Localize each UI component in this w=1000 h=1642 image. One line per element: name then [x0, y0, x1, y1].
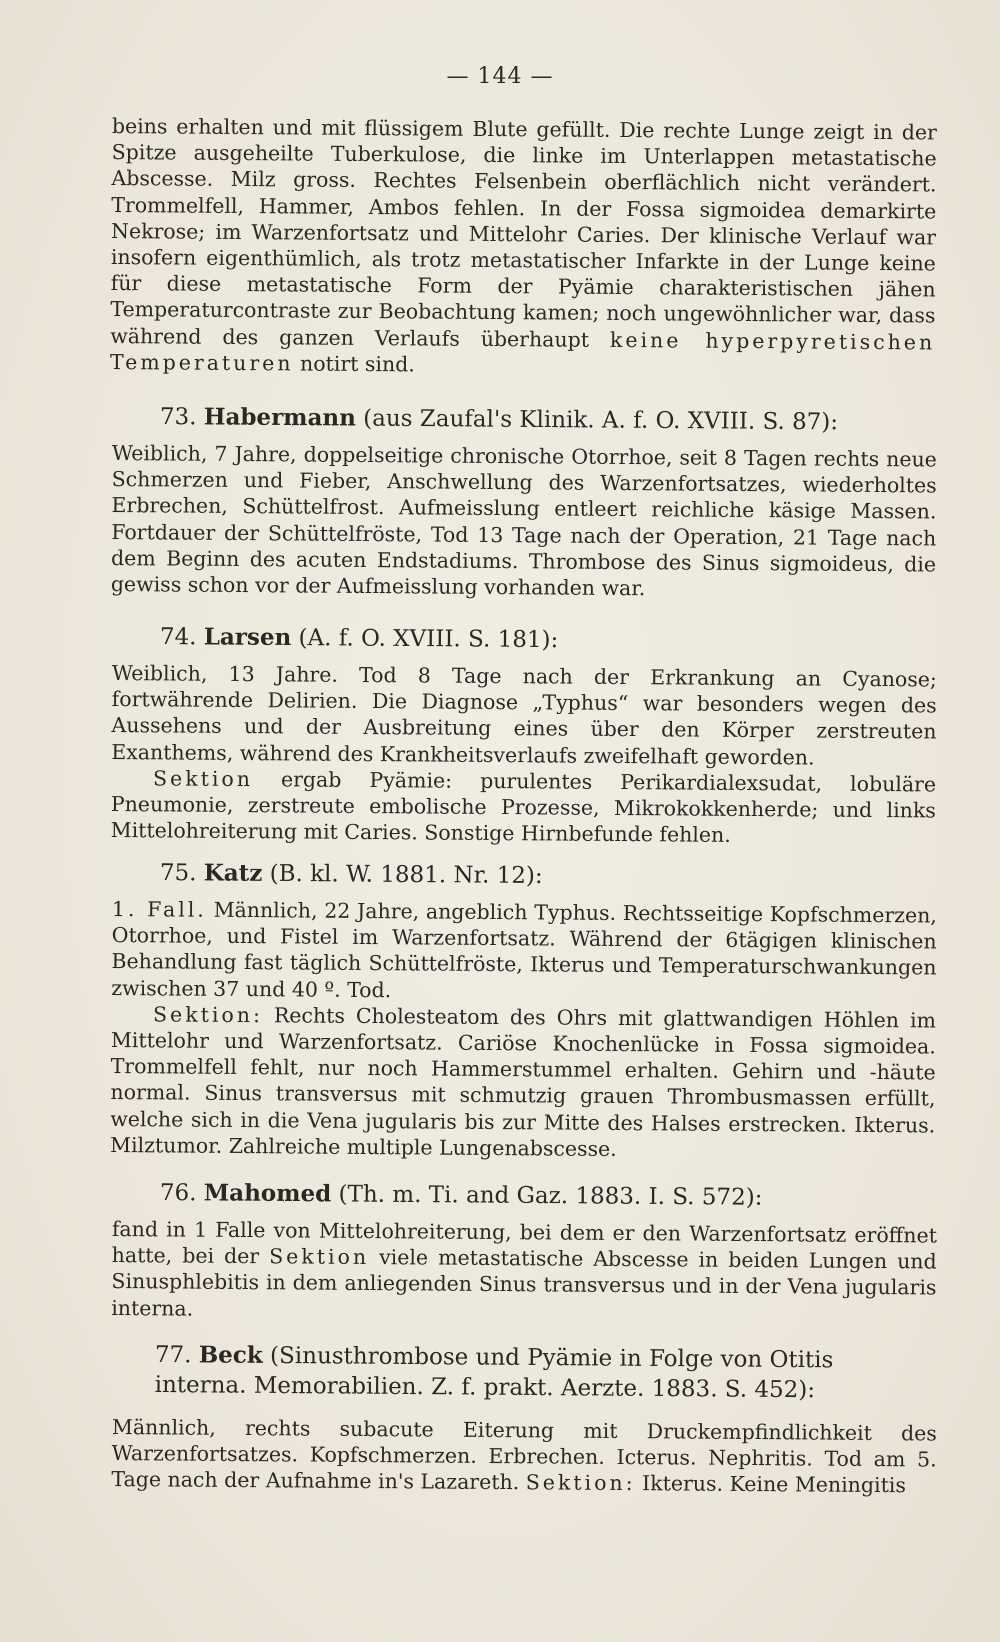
entry-75-number: 75. [159, 859, 197, 887]
entry-75-source: (B. kl. W. 1881. Nr. 12): [262, 860, 543, 890]
entry-76-sektion-label: Sektion [269, 1244, 370, 1270]
entry-74-sektion-text: ergab Pyämie: purulentes Perikardialexsudat, lobuläre Pneumonie, zerstreute embolische Prozesse, Mikrokokkenherde; und links Mittelohreiterung mit Caries. Sonstige Hirnbefunde fehlen. [110, 766, 937, 848]
entry-76-heading [160, 1178, 763, 1213]
entry-74-author: Larsen [203, 623, 292, 652]
entry-75-sektion-text: Rechts Cholesteatom des Ohrs mit glattwandigen Höhlen im Mittelohr und Warzenfortsatz. Cariöse Knochenlücke in Fossa sigmoidea. Trommelfell fehlt, nur noch Hammerstummel erhalten. Gehirn und -häute normal. Sinus transversus mit schmutzig grauen Thrombusmassen erfüllt, welche sich in die Vena jugularis bis zur Mitte des Halses erstrecken. Ikterus. Milztumor. Zahlreiche multiple Lungenabscesse. [109, 1003, 937, 1161]
entry-77-sektion-label: Sektion: [525, 1470, 636, 1496]
entry-76-text: fand in 1 Falle von Mittelohreiterung, bei dem er den Warzenfortsatz eröffnet hatte, bei der [111, 1217, 937, 1269]
page-number: — 144 — [446, 64, 554, 89]
entry-77-source: (Sinusthrombose und Pyämie in Folge von Otitis interna. Memorabilien. Z. f. prakt. Aerzte. 1883. S. 452): [154, 1342, 834, 1404]
entry-75-case-label: 1. Fall. [111, 896, 207, 922]
entry-74-sektion-label: Sektion [152, 766, 254, 791]
entry-74-paragraph-1: Weiblich, 13 Jahre. Tod 8 Tage nach der Erkrankung an Cyanose; fortwährende Delirien. Die Diagnose „Typhus“ war besonders wegen des Aussehens und der Ausbreitung eines über den Körper zerstreuten Exanthems, während des Krankheitsverlaufs zweifelhaft geworden. [111, 660, 937, 770]
entry-77-author: Beck [198, 1341, 263, 1369]
entry-75-author: Katz [203, 859, 263, 887]
entry-76-number: 76. [159, 1179, 197, 1207]
entry-73-paragraph: Weiblich, 7 Jahre, doppelseitige chronische Otorrhoe, seit 8 Tagen rechts neue Schmerzen und Fieber, Anschwellung des Warzenfortsatzes, wiederholtes Erbrechen, Schüttelfrost. Aufmeisslung entleert reichliche käsige Massen. Fortdauer der Schüttelfröste, Tod 13 Tage nach der Operation, 21 Tage nach dem Beginn des acuten Endstadiums. Thrombose des Sinus sigmoideus, die gewiss schon vor der Aufmeisslung vorhanden war. [110, 440, 937, 601]
entry-75-paragraph-2 [110, 1001, 936, 1165]
entry-73-source: (aus Zaufal's Klinik. A. f. O. XVIII. S. 87): [355, 405, 839, 436]
entry-74-source: (A. f. O. XVIII. S. 181): [291, 625, 559, 654]
entry-77-body [111, 1414, 937, 1499]
entry-76-tail: viele metastatische Abscesse in beiden Lungen und Sinusphlebitis in dem anliegenden Sinus transversus und in der Vena jugularis interna. [111, 1245, 937, 1321]
entry-74-heading [160, 622, 559, 655]
intro-emphasis: keine hyperpyretischen Temperaturen [109, 327, 936, 376]
entry-77-paragraph [111, 1414, 937, 1499]
entry-73-heading [160, 402, 838, 437]
entry-76-source: (Th. m. Ti. and Gaz. 1883. I. S. 572): [331, 1181, 763, 1211]
entry-76-paragraph [111, 1216, 937, 1327]
entry-74-number: 74. [159, 623, 197, 651]
entry-75-heading [160, 858, 543, 891]
entry-76-body [111, 1216, 937, 1327]
entry-75-paragraph-1 [111, 896, 937, 1007]
entry-77-tail: Ikterus. Keine Meningitis [635, 1471, 907, 1498]
intro-tail: notirt sind. [293, 351, 415, 377]
entry-74-paragraph-2 [111, 765, 937, 850]
intro-body: beins erhalten und mit flüssigem Blute gefüllt. Die rechte Lunge zeigt in der Spitze ausgeheilte Tuberkulose, die linke im Unterlappen metastatische Abscesse. Milz gross. Rechtes Felsenbein oberflächlich nicht verändert. Trommelfell, Hammer, Ambos fehlen. In der Fossa sigmoidea demarkirte Nekrose; im Warzenfortsatz und Mittelohr Caries. Der klinische Verlauf war insofern eigenthümlich, als trotz metastatischer Infarkte in der Lunge keine für diese metastatische Form der Pyämie charakteristischen jähen Temperaturcontraste zur Beobachtung kamen; noch ungewöhnlicher war, dass während des ganzen Verlaufs überhaupt [110, 113, 937, 352]
entry-76-author: Mahomed [203, 1179, 332, 1208]
entry-74-body [111, 660, 937, 850]
entry-73-number: 73. [159, 403, 197, 431]
entry-73-body [111, 440, 937, 604]
entry-75-case-text: Männlich, 22 Jahre, angeblich Typhus. Rechtsseitige Kopfschmerzen, Otorrhoe, und Fistel im Warzenfortsatz. Während der 6tägigen klinischen Behandlung fast täglich Schüttelfröste, Ikterus und Temperaturschwankungen zwischen 37 und 40 º. Tod. [111, 897, 937, 1002]
entry-75-sektion-label: Sektion: [152, 1002, 264, 1028]
entry-77-number: 77. [154, 1341, 192, 1369]
entry-75-body [110, 896, 937, 1165]
entry-77-heading [155, 1340, 915, 1406]
entry-73-author: Habermann [203, 403, 357, 432]
entry-77-text: Männlich, rechts subacute Eiterung mit Druckempfindlichkeit des Warzenfortsatzes. Kopfschmerzen. Erbrechen. Icterus. Nephritis. Tod am 5. Tage nach der Aufnahme in's Lazareth. [111, 1415, 937, 1495]
intro-paragraph [110, 113, 937, 382]
intro-text [110, 113, 937, 382]
